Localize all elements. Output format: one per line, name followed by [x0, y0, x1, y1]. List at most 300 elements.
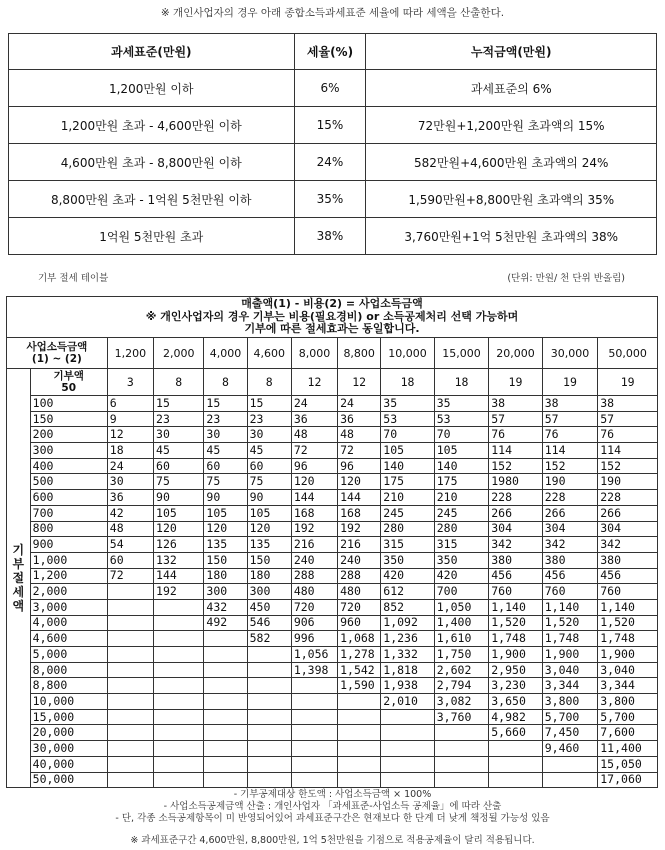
bottom-note: ※ 과세표준구간 4,600만원, 8,800만원, 1억 5천만원을 기점으로 적용공제율이 달리 적용됩니다.: [130, 835, 535, 846]
savings-cell: 12: [107, 427, 153, 443]
savings-cell: 48: [338, 427, 381, 443]
side-label-char: 부: [12, 557, 25, 572]
savings-cell: 76: [598, 427, 658, 443]
donation-row: [7, 584, 658, 600]
income-label-line: 사업소득금액: [26, 341, 88, 353]
savings-cell: 266: [598, 505, 658, 521]
savings-cell: [247, 694, 291, 710]
savings-cell: 12: [291, 369, 337, 396]
donation-row: [7, 396, 658, 412]
savings-cell: 120: [154, 521, 204, 537]
savings-cell: 11,400: [598, 741, 658, 757]
rate-cell: 15%: [294, 107, 366, 144]
income-column-header: 4,600: [247, 338, 291, 369]
savings-cell: 1,278: [338, 647, 381, 663]
savings-cell: 18: [434, 369, 489, 396]
savings-cell: 53: [434, 411, 489, 427]
savings-cell: [154, 709, 204, 725]
savings-cell: [154, 741, 204, 757]
savings-cell: 245: [434, 505, 489, 521]
savings-cell: 132: [154, 552, 204, 568]
savings-cell: 380: [598, 552, 658, 568]
savings-cell: 90: [204, 490, 247, 506]
savings-cell: 105: [204, 505, 247, 521]
savings-cell: [107, 756, 153, 772]
savings-cell: [204, 631, 247, 647]
tax-base-cell: 1,200만원 이하: [9, 70, 295, 107]
income-column-header: 50,000: [598, 338, 658, 369]
savings-cell: [107, 678, 153, 694]
savings-cell: [107, 694, 153, 710]
savings-cell: 18: [381, 369, 434, 396]
title-line: ※ 개인사업자의 경우 기부는 비용(필요경비) or 소득공제처리 선택 가능하며: [145, 309, 519, 323]
savings-cell: 192: [291, 521, 337, 537]
rate-row: [9, 70, 657, 107]
footnote: - 단, 각종 소득공제항목이 미 반영되어있어 과세표준구간은 현재보다 한 단계 더 낮게 책정될 가능성 있음: [115, 813, 550, 824]
savings-cell: 12: [338, 369, 381, 396]
savings-cell: [247, 709, 291, 725]
savings-cell: 126: [154, 537, 204, 553]
donation-amount-cell: 1,000: [30, 552, 107, 568]
savings-cell: 150: [247, 552, 291, 568]
savings-cell: [204, 741, 247, 757]
income-column-header: 30,000: [542, 338, 598, 369]
savings-cell: 60: [247, 458, 291, 474]
savings-cell: [338, 756, 381, 772]
savings-cell: 180: [247, 568, 291, 584]
savings-cell: 150: [204, 552, 247, 568]
title-line: 기부에 따른 절세효과는 동일합니다.: [244, 322, 420, 336]
savings-cell: 192: [338, 521, 381, 537]
savings-cell: 1,900: [489, 647, 542, 663]
savings-cell: [381, 741, 434, 757]
savings-cell: 192: [154, 584, 204, 600]
savings-cell: [338, 741, 381, 757]
savings-cell: 15: [247, 396, 291, 412]
savings-cell: 48: [291, 427, 337, 443]
savings-cell: [154, 756, 204, 772]
cumulative-cell: 582만원+4,600만원 초과액의 24%: [366, 144, 657, 181]
savings-cell: 240: [338, 552, 381, 568]
savings-cell: 456: [598, 568, 658, 584]
donation-row: [7, 521, 658, 537]
savings-cell: 288: [338, 568, 381, 584]
donation-amount-cell: 50,000: [30, 772, 107, 788]
savings-cell: 1,236: [381, 631, 434, 647]
savings-cell: 1,050: [434, 599, 489, 615]
savings-cell: 24: [291, 396, 337, 412]
savings-cell: [154, 647, 204, 663]
tax-base-cell: 8,800만원 초과 - 1억원 5천만원 이하: [9, 181, 295, 218]
savings-cell: 852: [381, 599, 434, 615]
donation-amount-cell: 4,000: [30, 615, 107, 631]
savings-cell: 54: [107, 537, 153, 553]
savings-cell: 1,900: [542, 647, 598, 663]
donation-amount-cell: 800: [30, 521, 107, 537]
savings-cell: 38: [542, 396, 598, 412]
savings-cell: [291, 725, 337, 741]
savings-cell: 105: [247, 505, 291, 521]
savings-cell: 228: [598, 490, 658, 506]
footnote: - 사업소득공제금액 산출 : 개인사업자 「과세표준-사업소득 공제율」에 따라 산출: [163, 801, 502, 812]
income-label-line: (1) ~ (2): [31, 353, 82, 365]
savings-cell: 190: [542, 474, 598, 490]
savings-cell: 72: [291, 443, 337, 459]
savings-cell: 996: [291, 631, 337, 647]
top-note: ※ 개인사업자의 경우 아래 종합소득과세표준 세율에 따라 세액을 산출한다.: [160, 7, 505, 19]
savings-cell: 420: [434, 568, 489, 584]
savings-cell: 2,794: [434, 678, 489, 694]
savings-cell: 1,398: [291, 662, 337, 678]
savings-cell: [247, 678, 291, 694]
donation-amount-cell: 400: [30, 458, 107, 474]
rate-cell: 35%: [294, 181, 366, 218]
savings-cell: 5,660: [489, 725, 542, 741]
income-column-header: 1,200: [107, 338, 153, 369]
tax-base-cell: 4,600만원 초과 - 8,800만원 이하: [9, 144, 295, 181]
cumulative-cell: 72만원+1,200만원 초과액의 15%: [366, 107, 657, 144]
savings-cell: [247, 741, 291, 757]
savings-cell: [204, 678, 247, 694]
donation-row: [7, 427, 658, 443]
savings-cell: 190: [598, 474, 658, 490]
savings-cell: 1,400: [434, 615, 489, 631]
tax-rate-table: [8, 33, 657, 255]
donation-row: [7, 615, 658, 631]
savings-cell: 168: [291, 505, 337, 521]
side-label-char: 기: [12, 543, 25, 558]
donation-amount-cell: 300: [30, 443, 107, 459]
savings-cell: 350: [381, 552, 434, 568]
savings-cell: 1,140: [598, 599, 658, 615]
savings-cell: 114: [489, 443, 542, 459]
savings-cell: [204, 709, 247, 725]
savings-cell: 2,602: [434, 662, 489, 678]
savings-cell: 3,800: [542, 694, 598, 710]
savings-cell: [107, 662, 153, 678]
savings-cell: [489, 741, 542, 757]
income-column-header: 4,000: [204, 338, 247, 369]
donation-row: [7, 537, 658, 553]
donation-label-line: 기부액: [53, 370, 84, 382]
donation-row: [7, 568, 658, 584]
savings-cell: [434, 725, 489, 741]
savings-cell: [204, 725, 247, 741]
donation-amount-cell: 20,000: [30, 725, 107, 741]
savings-cell: 582: [247, 631, 291, 647]
savings-cell: 30: [154, 427, 204, 443]
savings-cell: 36: [291, 411, 337, 427]
savings-cell: [154, 615, 204, 631]
donation-amount-cell: 150: [30, 411, 107, 427]
savings-cell: 1,748: [489, 631, 542, 647]
savings-cell: 175: [434, 474, 489, 490]
donation-row: [7, 411, 658, 427]
header-tax-base: 과세표준(만원): [9, 34, 295, 70]
savings-cell: 1,900: [598, 647, 658, 663]
savings-cell: 75: [154, 474, 204, 490]
side-label: [7, 369, 31, 788]
savings-cell: [107, 615, 153, 631]
donation-amount-cell: 700: [30, 505, 107, 521]
savings-cell: [204, 694, 247, 710]
savings-cell: 36: [107, 490, 153, 506]
savings-cell: [154, 678, 204, 694]
savings-cell: 3,800: [598, 694, 658, 710]
savings-cell: 3,040: [542, 662, 598, 678]
savings-cell: [291, 756, 337, 772]
savings-cell: 24: [338, 396, 381, 412]
savings-cell: 76: [489, 427, 542, 443]
savings-cell: 700: [434, 584, 489, 600]
savings-cell: 760: [542, 584, 598, 600]
donation-amount-cell: 100: [30, 396, 107, 412]
savings-cell: 350: [434, 552, 489, 568]
savings-cell: 90: [247, 490, 291, 506]
savings-cell: 240: [291, 552, 337, 568]
side-label-char: 절: [12, 571, 25, 586]
donation-amount-cell: 500: [30, 474, 107, 490]
savings-cell: 960: [338, 615, 381, 631]
rate-cell: 24%: [294, 144, 366, 181]
savings-cell: 70: [381, 427, 434, 443]
savings-cell: 342: [598, 537, 658, 553]
donation-row: [7, 647, 658, 663]
savings-cell: [542, 756, 598, 772]
savings-cell: 15: [154, 396, 204, 412]
savings-cell: 210: [381, 490, 434, 506]
footnote: - 기부공제대상 한도액 : 사업소득금액 × 100%: [233, 789, 432, 800]
savings-cell: 3,082: [434, 694, 489, 710]
savings-cell: 45: [247, 443, 291, 459]
savings-cell: 152: [598, 458, 658, 474]
income-column-header: 10,000: [381, 338, 434, 369]
savings-cell: 315: [381, 537, 434, 553]
donation-row: [7, 694, 658, 710]
savings-cell: [381, 725, 434, 741]
savings-cell: 380: [542, 552, 598, 568]
tax-base-cell: 1억원 5천만원 초과: [9, 218, 295, 255]
savings-cell: 1,542: [338, 662, 381, 678]
savings-cell: 720: [338, 599, 381, 615]
donation-amount-cell: 900: [30, 537, 107, 553]
savings-cell: 38: [489, 396, 542, 412]
savings-cell: 315: [434, 537, 489, 553]
donation-row: [7, 709, 658, 725]
savings-cell: [434, 741, 489, 757]
savings-cell: [107, 599, 153, 615]
savings-cell: 76: [542, 427, 598, 443]
savings-cell: 120: [338, 474, 381, 490]
savings-cell: 15: [204, 396, 247, 412]
header-cumulative: 누적금액(만원): [366, 34, 657, 70]
savings-cell: 720: [291, 599, 337, 615]
savings-cell: [204, 662, 247, 678]
savings-cell: [107, 631, 153, 647]
cumulative-cell: 3,760만원+1억 5천만원 초과액의 38%: [366, 218, 657, 255]
savings-cell: 304: [598, 521, 658, 537]
savings-cell: 57: [489, 411, 542, 427]
savings-cell: 18: [107, 443, 153, 459]
header-rate: 세율(%): [294, 34, 366, 70]
savings-cell: 57: [598, 411, 658, 427]
donation-row: [7, 725, 658, 741]
donation-amount-cell: 10,000: [30, 694, 107, 710]
savings-cell: [338, 694, 381, 710]
savings-cell: 175: [381, 474, 434, 490]
savings-cell: 144: [154, 568, 204, 584]
savings-cell: 60: [154, 458, 204, 474]
donation-amount-cell: 600: [30, 490, 107, 506]
savings-cell: 266: [542, 505, 598, 521]
donation-amount-cell: 1,200: [30, 568, 107, 584]
savings-cell: 114: [542, 443, 598, 459]
savings-cell: [204, 756, 247, 772]
savings-cell: [107, 725, 153, 741]
donation-row: [7, 631, 658, 647]
donation-amount-cell: 15,000: [30, 709, 107, 725]
donation-row: [7, 756, 658, 772]
savings-cell: [154, 631, 204, 647]
donation-label-line: 50: [61, 382, 77, 394]
savings-cell: 480: [338, 584, 381, 600]
savings-cell: 96: [291, 458, 337, 474]
savings-cell: 456: [489, 568, 542, 584]
savings-cell: 105: [154, 505, 204, 521]
donation-row: [7, 678, 658, 694]
savings-cell: 210: [434, 490, 489, 506]
savings-cell: 105: [434, 443, 489, 459]
savings-cell: 1980: [489, 474, 542, 490]
savings-cell: 23: [154, 411, 204, 427]
savings-cell: 228: [542, 490, 598, 506]
rate-cell: 38%: [294, 218, 366, 255]
savings-cell: 760: [489, 584, 542, 600]
savings-cell: 1,610: [434, 631, 489, 647]
savings-cell: 1,520: [542, 615, 598, 631]
savings-cell: 45: [204, 443, 247, 459]
savings-cell: [247, 662, 291, 678]
savings-cell: 280: [434, 521, 489, 537]
savings-cell: 15,050: [598, 756, 658, 772]
savings-cell: 3: [107, 369, 153, 396]
rate-table-header: [9, 34, 657, 70]
savings-cell: 114: [598, 443, 658, 459]
donation-row: [7, 552, 658, 568]
savings-cell: 216: [291, 537, 337, 553]
savings-cell: 6: [107, 396, 153, 412]
savings-cell: 53: [381, 411, 434, 427]
donation-base-label: [30, 369, 107, 396]
savings-cell: 3,344: [542, 678, 598, 694]
savings-cell: 30: [107, 474, 153, 490]
savings-cell: 1,748: [542, 631, 598, 647]
savings-cell: [154, 725, 204, 741]
savings-cell: 245: [381, 505, 434, 521]
savings-cell: 180: [204, 568, 247, 584]
cumulative-cell: 과세표준의 6%: [366, 70, 657, 107]
savings-cell: 450: [247, 599, 291, 615]
savings-cell: [107, 584, 153, 600]
savings-cell: 492: [204, 615, 247, 631]
savings-cell: 380: [489, 552, 542, 568]
savings-cell: 30: [204, 427, 247, 443]
donation-amount-cell: 40,000: [30, 756, 107, 772]
savings-cell: 120: [204, 521, 247, 537]
savings-cell: 8: [154, 369, 204, 396]
savings-cell: 8: [247, 369, 291, 396]
savings-cell: [204, 647, 247, 663]
savings-cell: [381, 709, 434, 725]
savings-cell: 23: [204, 411, 247, 427]
table-caption: 기부 절세 테이블: [38, 273, 109, 284]
donation-amount-cell: 8,000: [30, 662, 107, 678]
savings-cell: 4,982: [489, 709, 542, 725]
income-column-header: 8,000: [291, 338, 337, 369]
savings-cell: 35: [434, 396, 489, 412]
savings-cell: [291, 741, 337, 757]
savings-cell: 1,818: [381, 662, 434, 678]
tax-base-cell: 1,200만원 초과 - 4,600만원 이하: [9, 107, 295, 144]
donation-row: [7, 505, 658, 521]
savings-cell: 19: [598, 369, 658, 396]
savings-cell: 19: [542, 369, 598, 396]
savings-cell: 7,600: [598, 725, 658, 741]
savings-cell: 1,520: [598, 615, 658, 631]
donation-amount-cell: 5,000: [30, 647, 107, 663]
donation-title-row: [7, 297, 658, 338]
income-column-header: 2,000: [154, 338, 204, 369]
savings-cell: 3,040: [598, 662, 658, 678]
savings-cell: 23: [247, 411, 291, 427]
donation-amount-cell: 30,000: [30, 741, 107, 757]
savings-cell: 3,230: [489, 678, 542, 694]
title-line: 매출액(1) - 비용(2) = 사업소득금액: [241, 297, 423, 311]
savings-cell: 342: [542, 537, 598, 553]
side-label-char: 액: [12, 599, 25, 614]
savings-cell: 5,700: [598, 709, 658, 725]
rate-row: [9, 181, 657, 218]
income-column-header: 15,000: [434, 338, 489, 369]
savings-cell: 420: [381, 568, 434, 584]
savings-cell: 144: [338, 490, 381, 506]
donation-row: [7, 474, 658, 490]
savings-cell: [489, 756, 542, 772]
savings-cell: 30: [247, 427, 291, 443]
savings-cell: [291, 709, 337, 725]
savings-cell: 96: [338, 458, 381, 474]
savings-cell: [107, 647, 153, 663]
savings-cell: 1,068: [338, 631, 381, 647]
savings-cell: [338, 725, 381, 741]
rate-row: [9, 107, 657, 144]
savings-cell: 288: [291, 568, 337, 584]
savings-cell: 216: [338, 537, 381, 553]
savings-cell: 280: [381, 521, 434, 537]
savings-cell: 2,950: [489, 662, 542, 678]
savings-cell: 456: [542, 568, 598, 584]
donation-table-title: [7, 297, 658, 338]
savings-cell: 304: [542, 521, 598, 537]
savings-cell: 120: [247, 521, 291, 537]
income-label: [7, 338, 108, 369]
income-column-header: 20,000: [489, 338, 542, 369]
donation-tax-table: [6, 296, 658, 788]
donation-amount-cell: 200: [30, 427, 107, 443]
rate-row: [9, 144, 657, 181]
savings-cell: 75: [204, 474, 247, 490]
rate-cell: 6%: [294, 70, 366, 107]
